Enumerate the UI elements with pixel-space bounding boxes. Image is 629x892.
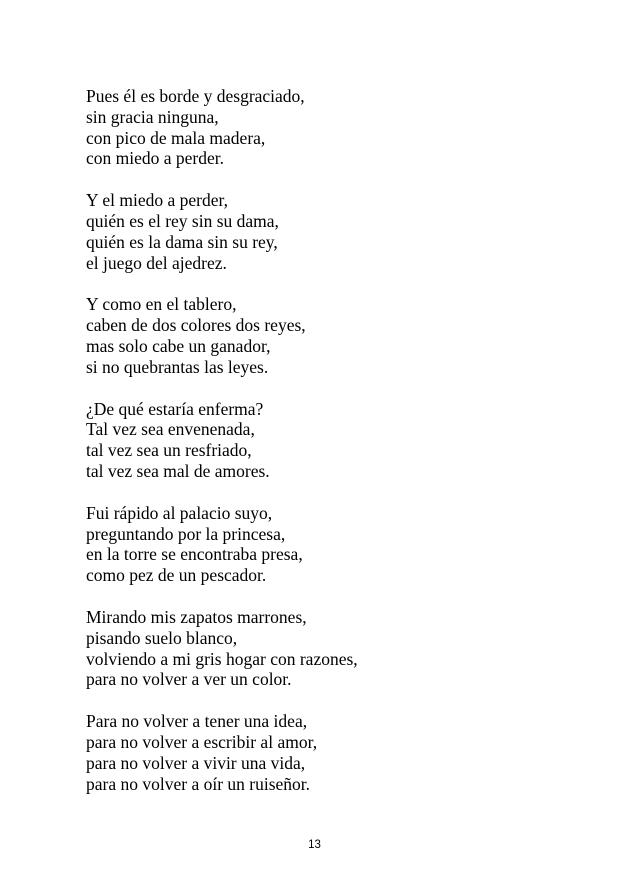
poem-line: Mirando mis zapatos marrones, <box>86 606 307 627</box>
stanza-4 <box>86 399 606 482</box>
poem-line: pisando suelo blanco, <box>86 627 238 648</box>
stanza-5 <box>86 503 606 586</box>
poem-line: preguntando por la princesa, <box>86 523 286 544</box>
poem-line: con miedo a perder. <box>86 148 225 169</box>
stanza-6 <box>86 607 606 690</box>
poem-line: quién es el rey sin su dama, <box>86 210 279 231</box>
poem-line: con pico de mala madera, <box>86 127 266 148</box>
poem-line: Y como en el tablero, <box>86 294 237 315</box>
poem-line: sin gracia ninguna, <box>86 106 219 127</box>
poem-line: caben de dos colores dos reyes, <box>86 315 306 336</box>
stanza-1 <box>86 86 606 169</box>
poem-line: mas solo cabe un ganador, <box>86 335 271 356</box>
poem-line: ¿De qué estaría enferma? <box>86 398 264 419</box>
stanza-7 <box>86 711 606 794</box>
poem-line: el juego del ajedrez. <box>86 252 227 273</box>
poem-line: para no volver a oír un ruiseñor. <box>86 773 311 794</box>
poem-line: Tal vez sea envenenada, <box>86 419 255 440</box>
poem-line: en la torre se encontraba presa, <box>86 544 303 565</box>
page-number: 13 <box>308 839 321 851</box>
poem-line: Fui rápido al palacio suyo, <box>86 502 273 523</box>
poem-line: quién es la dama sin su rey, <box>86 231 278 252</box>
poem-line: volviendo a mi gris hogar con razones, <box>86 648 358 669</box>
poem-line: para no volver a vivir una vida, <box>86 752 306 773</box>
poem-line: para no volver a escribir al amor, <box>86 731 318 752</box>
poem-line: para no volver a ver un color. <box>86 669 292 690</box>
poem-line: si no quebrantas las leyes. <box>86 356 269 377</box>
poem-line: tal vez sea un resfriado, <box>86 440 252 461</box>
poem-line: Y el miedo a perder, <box>86 190 228 211</box>
poem-line: como pez de un pescador. <box>86 565 267 586</box>
stanza-3 <box>86 294 606 377</box>
stanza-2 <box>86 190 606 273</box>
poem-line: Para no volver a tener una idea, <box>86 711 308 732</box>
poem-body <box>86 86 606 815</box>
poem-line: Pues él es borde y desgraciado, <box>86 86 305 106</box>
poem-line: tal vez sea mal de amores. <box>86 460 270 481</box>
